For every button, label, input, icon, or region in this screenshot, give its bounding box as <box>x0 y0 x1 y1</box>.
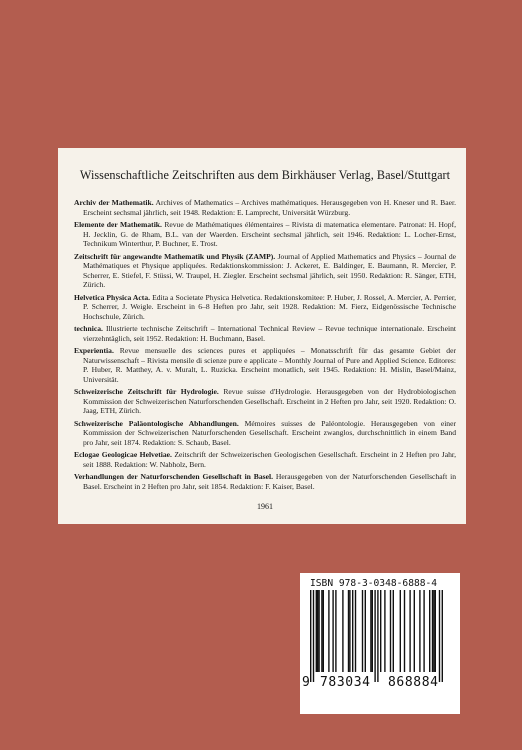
journal-description: Journal of Applied Mathematics and Physics – Journal de Mathématiques et Physique appliquées. Redaktionskommission: J. Ackeret, E. Baldinger, E. Baumann, R. Mercier, P. Scherrer, E. Stiefel, F. Stüssi, W. Traupel, H. Ziegler. Erscheint sechsmal jährlich, seit 1950. Redaktion: R. Sänger, ETH, Zürich. <box>83 251 456 289</box>
journal-description: Revue mensuelle des sciences pures et appliquées – Monatsschrift für das gesamte Gebiet der Naturwissenschaft – Rivista mensile di scienze pure e applicate – Monthly Journal of Pure and Applied Science. Editores: P. Huber, R. Matthey, A. v. Muralt, L. Ruzicka. Erscheint monatlich, seit 1945. Redaktion: H. Mislin, Basel/Mainz, Universität. <box>83 346 456 384</box>
publisher-heading: Wissenschaftliche Zeitschriften aus dem Birkhäuser Verlag, Basel/Stuttgart <box>79 168 451 182</box>
journal-entry <box>74 198 456 217</box>
barcode-bar <box>423 590 424 672</box>
barcode-bar <box>318 590 319 672</box>
barcode-digits-left: 783034 <box>320 675 371 690</box>
journal-entry <box>74 346 456 384</box>
barcode-bar <box>390 590 391 672</box>
journal-description: Revue de Mathématiques élémentaires – Rivista di matematica elementare. Patronat: H. Hopf, H. Jecklin, G. de Rham, B.L. van der Waerden. Erscheint sechsmal jährlich, seit 1946. Redaktion: L. Locher-Ernst, Technikum Winterthur, P. Buchner, E. Trost. <box>83 220 456 248</box>
journal-entry <box>74 220 456 249</box>
journal-name: Elemente der Mathematik. <box>74 220 162 229</box>
barcode-bar <box>313 590 314 682</box>
isbn-barcode-block <box>300 573 460 714</box>
journal-entry <box>74 450 456 469</box>
journal-entry <box>74 472 456 491</box>
journal-entry <box>74 419 456 448</box>
journal-description: Revue suisse d'Hydrologie. Herausgegeben von der Hydrobiologischen Kommission der Schweizerischen Naturforschenden Gesellschaft. Erscheint in 2 Heften pro Jahr, seit 1920. Redaktion: O. Jaag, ETH, Zürich. <box>83 387 456 415</box>
journal-name: Zeitschrift für angewandte Mathematik und Physik (ZAMP). <box>74 251 276 261</box>
journal-name: Experientia. <box>74 346 114 355</box>
barcode-bar <box>323 590 324 672</box>
barcode-bar <box>432 590 433 672</box>
barcode-bar <box>349 590 350 672</box>
barcode-digit-first: 9 <box>302 675 310 690</box>
barcode-bar <box>321 590 322 672</box>
barcode-bar <box>328 590 329 672</box>
journal-name: Archiv der Mathematik. <box>74 198 154 207</box>
barcode-bar <box>370 590 371 672</box>
barcode-bar <box>362 590 363 672</box>
barcode-bar <box>335 590 336 672</box>
barcode-bar <box>419 590 420 672</box>
barcode-bar <box>409 590 410 672</box>
barcode-bar <box>400 590 401 672</box>
journal-entry <box>74 252 456 290</box>
barcode-bar <box>414 590 415 672</box>
journal-name: Verhandlungen der Naturforschenden Gesellschaft in Basel. <box>74 472 273 481</box>
back-cover-panel <box>58 148 466 524</box>
barcode-bar <box>348 590 349 672</box>
journal-entry <box>74 387 456 416</box>
barcode-bar <box>377 590 378 682</box>
journal-description: Archives of Mathematics – Archives mathématiques. Herausgegeben von H. Kneser und R. Baer. Erscheint sechsmal jährlich, seit 1948. Redaktion: E. Lamprecht, Universität Würzburg. <box>83 198 456 217</box>
barcode-bar <box>374 590 375 682</box>
isbn-label: ISBN 978-3-0348-6888-4 <box>310 578 438 589</box>
barcode-icon <box>306 590 454 686</box>
barcode-bar <box>310 590 311 682</box>
barcode-bar <box>355 590 356 672</box>
barcode-digits-right: 868884 <box>388 675 439 690</box>
journal-description: Edita a Societate Physica Helvetica. Redaktionskomitee: P. Huber, J. Rossel, A. Mercier, A. Perrier, P. Scherrer, J. Weigle. Erscheint in 6–8 Heften pro Jahr, seit 1928. Redaktion: M. Fierz, Eidgenössische Technische Hochschule, Zürich. <box>83 292 456 321</box>
barcode-bar <box>332 590 333 672</box>
barcode-bar <box>404 590 405 672</box>
journal-description: Illustrierte technische Zeitschrift – International Technical Review – Revue technique internationale. Erscheint vierzehntäglich, seit 1952. Redaktion: H. Buchmann, Basel. <box>83 324 456 343</box>
barcode-bar <box>442 590 443 682</box>
journal-name: Schweizerische Paläontologische Abhandlungen. <box>74 418 239 428</box>
journal-entry <box>74 324 456 343</box>
barcode-bar <box>384 590 385 672</box>
journal-description: Zeitschrift der Schweizerischen Geologischen Gesellschaft. Erscheint in 2 Heften pro Jahr, seit 1888. Redaktion: W. Nabholz, Bern. <box>83 450 456 469</box>
barcode-bar <box>342 590 343 672</box>
barcode-bar <box>316 590 317 672</box>
journal-name: Eclogae Geologicae Helvetiae. <box>74 450 172 459</box>
barcode-bar <box>439 590 440 682</box>
journal-description: Mémoires suisses de Paléontologie. Herausgegeben von einer Kommission der Schweizerischen Naturforschenden Gesellschaft. Erscheint zwanglos, durchschnittlich in einem Band pro Jahr, seit 1874. Redaktion: S. Schaub, Basel. <box>83 418 456 447</box>
barcode-bar <box>435 590 436 672</box>
barcode-bar <box>433 590 434 672</box>
barcode-bar <box>365 590 366 672</box>
barcode-bar <box>372 590 373 672</box>
barcode-bar <box>352 590 353 672</box>
journal-list <box>74 198 456 491</box>
barcode-bar <box>317 590 318 672</box>
journal-entry <box>74 293 456 322</box>
barcode-bar <box>429 590 430 672</box>
publication-year: 1961 <box>257 502 273 511</box>
barcode-bar <box>393 590 394 672</box>
journal-description: Herausgegeben von der Naturforschenden Gesellschaft in Basel. Erscheint in 2 Heften pro Jahr, seit 1854. Redaktion: F. Kaiser, Basel. <box>83 472 456 491</box>
journal-name: Schweizerische Zeitschrift für Hydrologie. <box>74 387 219 396</box>
barcode-bar <box>380 590 381 672</box>
journal-name: Helvetica Physica Acta. <box>74 292 151 302</box>
journal-name: technica. <box>74 324 103 333</box>
barcode-digits <box>300 675 460 693</box>
